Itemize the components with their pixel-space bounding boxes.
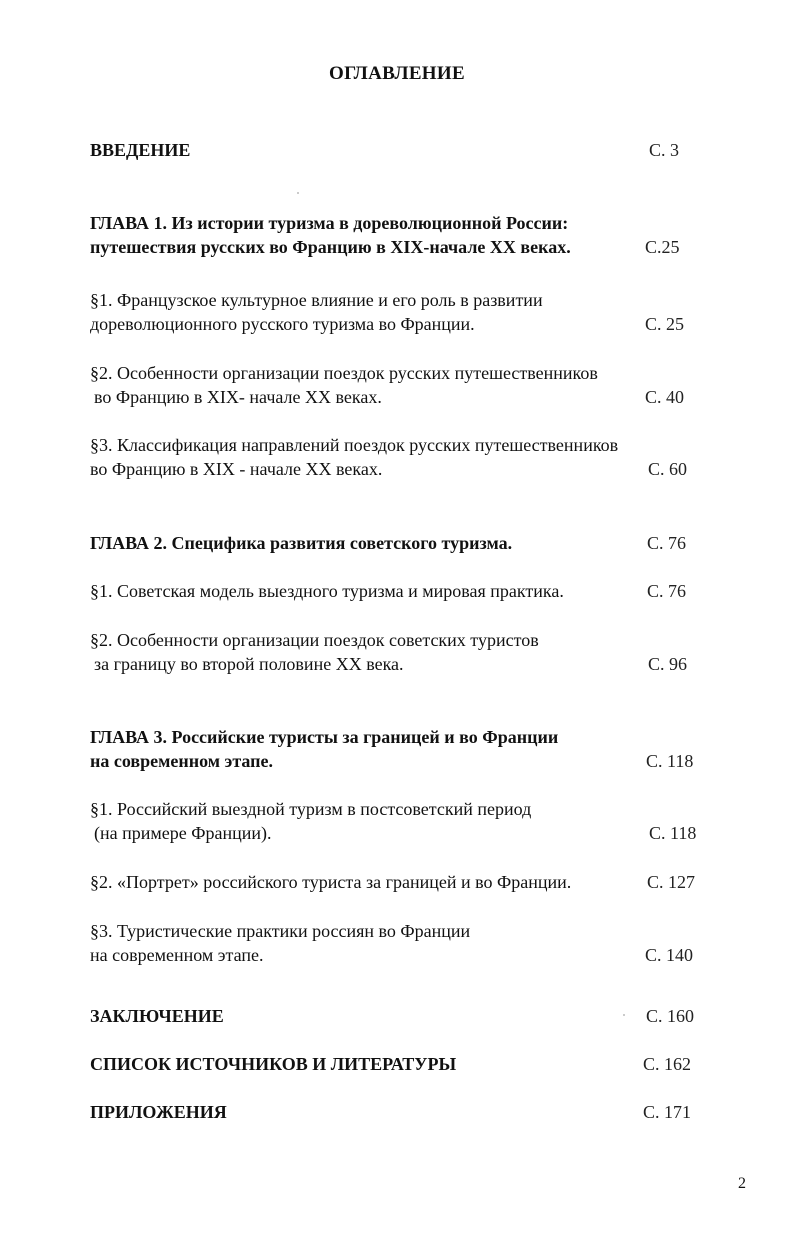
toc-page-ref: С. 127	[647, 872, 696, 892]
toc-entry-line: СПИСОК ИСТОЧНИКОВ И ЛИТЕРАТУРЫ	[90, 1054, 457, 1074]
toc-entry-line: во Францию в XIX - начале XX веках.	[90, 459, 383, 479]
toc-entry-line: ПРИЛОЖЕНИЯ	[90, 1102, 227, 1122]
toc-page-ref: С. 76	[647, 581, 687, 601]
toc-entry-line: §2. Особенности организации поездок советских туристов	[90, 630, 539, 650]
toc-entry-introduction	[90, 138, 700, 162]
toc-entry-section-2-2	[90, 628, 700, 676]
toc-entry-section-3-2	[90, 870, 700, 894]
toc-entry-line: (на примере Франции).	[94, 823, 272, 843]
toc-page-ref: С. 118	[649, 823, 697, 843]
toc-page-ref: С. 25	[645, 314, 685, 334]
toc-entry-section-3-3	[90, 919, 700, 967]
toc-entry-conclusion	[90, 1004, 700, 1028]
toc-entry-line: за границу во второй половине XX века.	[94, 654, 404, 674]
toc-page-ref: С. 3	[649, 140, 680, 160]
toc-entry-line: §2. «Портрет» российского туриста за границей и во Франции.	[90, 872, 572, 892]
toc-entry-section-1-1	[90, 288, 700, 336]
toc-entry-section-1-3	[90, 433, 700, 481]
page-number: 2	[738, 1175, 746, 1192]
toc-entry-section-2-1	[90, 579, 700, 603]
toc-entry-line: §1. Французское культурное влияние и его роль в развитии	[90, 290, 543, 310]
toc-page-ref: С. 140	[645, 945, 694, 965]
toc-entry-chapter-1	[90, 211, 700, 259]
toc-entry-line: ГЛАВА 2. Специфика развития советского туризма.	[90, 533, 513, 553]
toc-page-ref: С. 60	[648, 459, 688, 479]
toc-page-ref: С. 76	[647, 533, 687, 553]
toc-entry-line: путешествия русских во Францию в XIX-начале XX веках.	[90, 237, 571, 257]
page-title: ОГЛАВЛЕНИЕ	[329, 63, 465, 84]
toc-entry-line: на современном этапе.	[90, 751, 274, 771]
scan-speck	[623, 1014, 625, 1016]
toc-page-ref: С.25	[645, 237, 680, 257]
toc-page-ref: С. 160	[646, 1006, 695, 1026]
toc-entry-section-3-1	[90, 797, 700, 845]
toc-entry-chapter-2	[90, 531, 700, 555]
toc-entry-line: §2. Особенности организации поездок русских путешественников	[90, 363, 598, 383]
toc-entry-line: ГЛАВА 1. Из истории туризма в дореволюционной России:	[90, 213, 569, 233]
toc-entry-line: во Францию в XIX- начале XX веках.	[94, 387, 382, 407]
scan-speck	[297, 192, 299, 194]
toc-page-ref: С. 96	[648, 654, 688, 674]
toc-entry-line: ЗАКЛЮЧЕНИЕ	[90, 1006, 224, 1026]
toc-entry-line: §1. Российский выездной туризм в постсоветский период	[90, 799, 532, 819]
toc-entry-line: §3. Туристические практики россиян во Франции	[90, 921, 471, 941]
toc-page-ref: С. 171	[643, 1102, 692, 1122]
toc-entry-chapter-3	[90, 725, 700, 773]
toc-entry-line: §1. Советская модель выездного туризма и мировая практика.	[90, 581, 564, 601]
toc-entry-line: ВВЕДЕНИЕ	[90, 140, 191, 160]
toc-entry-bibliography	[90, 1052, 700, 1076]
toc-page-ref: С. 162	[643, 1054, 692, 1074]
toc-page-ref: С. 118	[646, 751, 694, 771]
toc-page-ref: С. 40	[645, 387, 685, 407]
toc-entry-line: на современном этапе.	[90, 945, 264, 965]
toc-entry-line: §3. Классификация направлений поездок русских путешественников	[90, 435, 619, 455]
toc-entry-appendices	[90, 1100, 700, 1124]
toc-entry-section-1-2	[90, 361, 700, 409]
toc-entry-line: дореволюционного русского туризма во Франции.	[90, 314, 475, 334]
toc-entry-line: ГЛАВА 3. Российские туристы за границей и во Франции	[90, 727, 559, 747]
